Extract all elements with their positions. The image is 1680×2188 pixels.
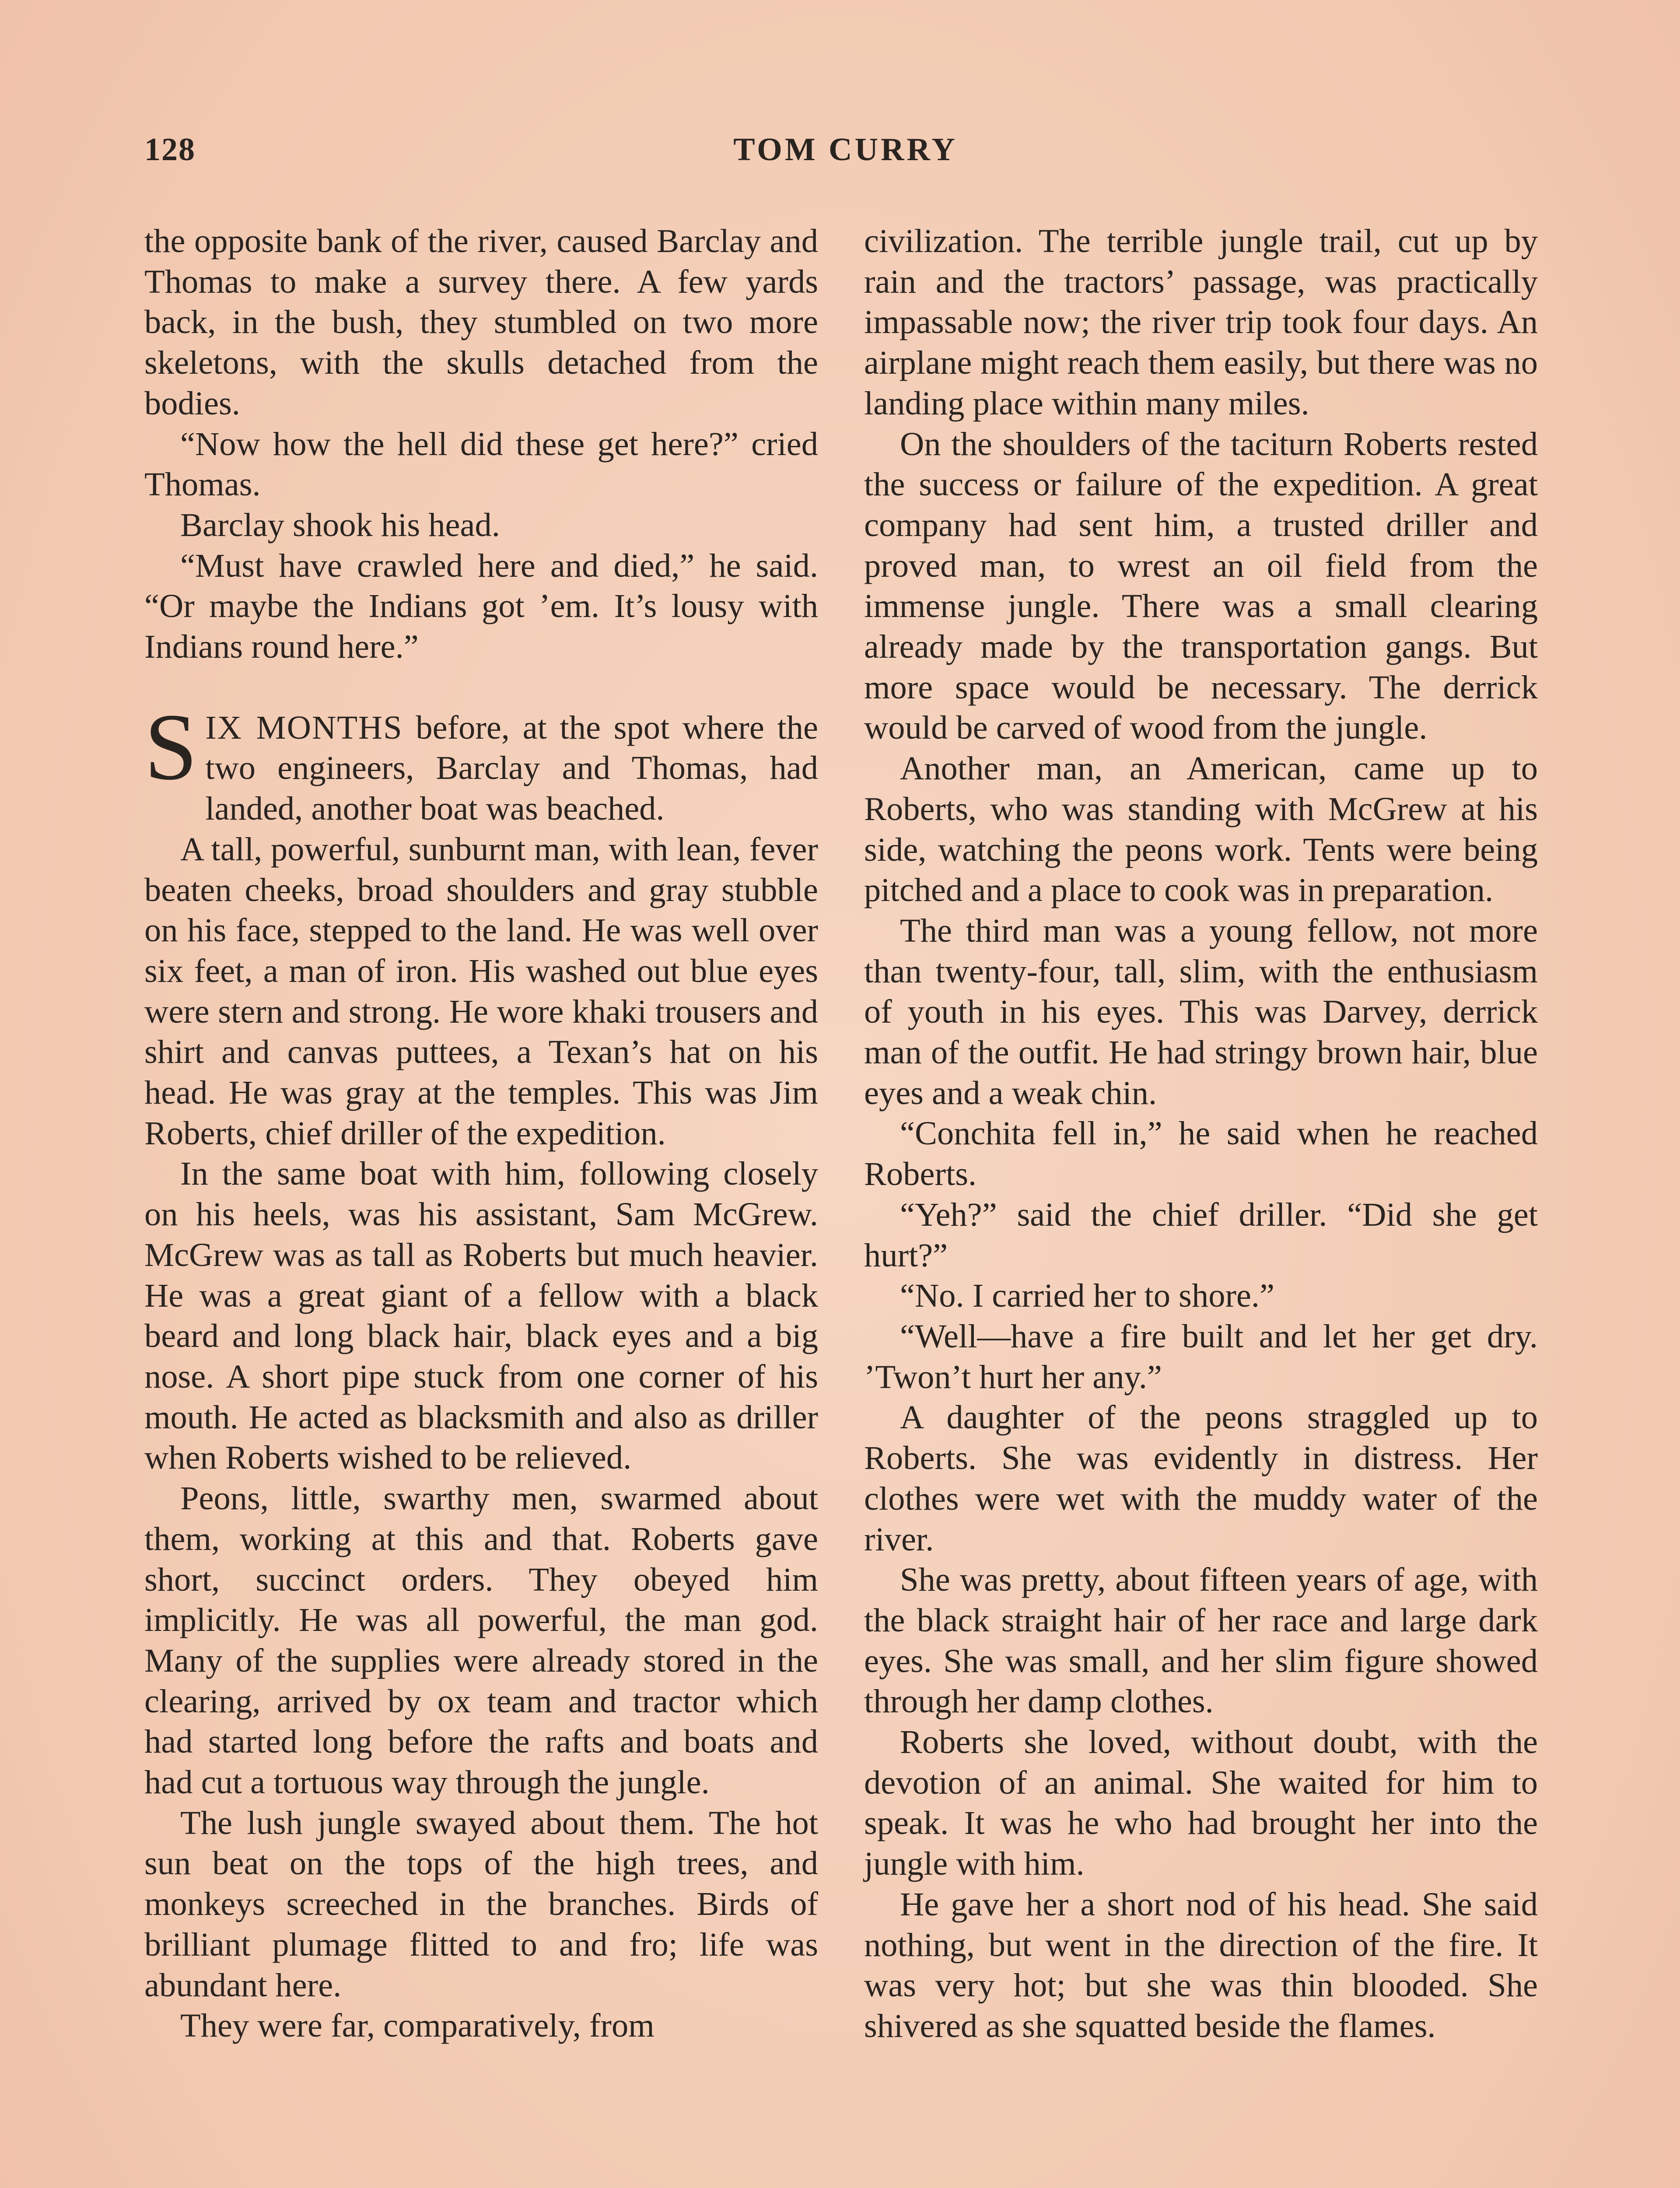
paragraph: He gave her a short nod of his head. She said nothing, but went in the direction of the fire. It was very hot; but she was thin blooded. She shivered as she squatted beside the flames. <box>864 1885 1538 2044</box>
paragraph: “No. I carried her to shore.” <box>900 1277 1274 1315</box>
paragraph: In the same boat with him, following closely on his heels, was his assistant, Sam McGrew. McGrew was as tall as Roberts but much heavier. He was a great giant of a fellow with a black beard and long black hair, black eyes and a big nose. A short pipe stuck from one corner of his mouth. He acted as blacksmith and also as driller when Roberts wished to be relieved. <box>144 1155 818 1476</box>
paragraph: “Well—have a fire built and let her get dry. ’Twon’t hurt her any.” <box>864 1317 1538 1396</box>
paragraph: “Yeh?” said the chief driller. “Did she get hurt?” <box>864 1196 1538 1274</box>
page-header <box>144 131 1547 179</box>
paragraph: The lush jungle swayed about them. The hot sun beat on the tops of the high trees, and monkeys screeched in the branches. Birds of brilliant plumage flitted to and fro; life was abundant here. <box>144 1804 818 2004</box>
paragraph: A daughter of the peons straggled up to Roberts. She was evidently in distress. Her clothes were wet with the muddy water of the river. <box>864 1399 1538 1558</box>
paragraph: A tall, powerful, sunburnt man, with lean, fever beaten cheeks, broad shoulders and gray stubble on his face, stepped to the land. He was well over six feet, a man of iron. His washed out blue eyes were stern and strong. He wore khaki trousers and shirt and canvas puttees, a Texan’s hat on his head. He was gray at the temples. This was Jim Roberts, chief driller of the expedition. <box>144 830 818 1152</box>
paragraph: Peons, little, swarthy men, swarmed about them, working at this and that. Roberts gave short, succinct orders. They obeyed him implicitly. He was all powerful, the man god. Many of the supplies were already stored in the clearing, arrived by ox team and tractor which had started long before the rafts and boats and had cut a tortuous way through the jungle. <box>144 1480 818 1801</box>
drop-cap: S <box>144 694 198 800</box>
page-number: 128 <box>144 132 196 168</box>
paragraph: Another man, an American, came up to Roberts, who was standing with McGrew at his side, watching the peons work. Tents were being pitched and a place to cook was in preparation. <box>864 750 1538 909</box>
paragraph: Roberts she loved, without doubt, with the devotion of an animal. She waited for him to speak. It was he who had brought her into the jungle with him. <box>864 1723 1538 1883</box>
paragraph: Barclay shook his head. <box>180 506 500 543</box>
running-title: TOM CURRY <box>733 132 958 168</box>
paragraph: “Must have crawled here and died,” he said. “Or maybe the Indians got ’em. It’s lousy with Indians round here.” <box>144 547 818 666</box>
paragraph: The third man was a young fellow, not more than twenty-four, tall, slim, with the enthusiasm of youth in his eyes. This was Darvey, derrick man of the outfit. He had stringy brown hair, blue eyes and a weak chin. <box>864 912 1538 1112</box>
section-lead-text: before, at the spot where the two engineers, Barclay and Thomas, had landed, another boat was beached. <box>205 708 818 828</box>
paragraph: civilization. The terrible jungle trail, cut up by rain and the tractors’ passage, was practically impassable now; the river trip took four days. An airplane might reach them easily, but there was no landing place within many miles. <box>864 222 1538 422</box>
paragraph: She was pretty, about fifteen years of age, with the black straight hair of her race and large dark eyes. She was small, and her slim figure showed through her damp clothes. <box>864 1561 1538 1720</box>
paragraph: On the shoulders of the taciturn Roberts rested the success or failure of the expedition. A great company had sent him, a trusted driller and proved man, to wrest an oil field from the immense jungle. There was a small clearing already made by the transportation gangs. But more space would be necessary. The derrick would be carved of wood from the jungle. <box>864 425 1538 747</box>
paragraph: the opposite bank of the river, caused Barclay and Thomas to make a survey there. A few yards back, in the bush, they stumbled on two more skeletons, with the skulls detached from the bodies. <box>144 222 818 422</box>
section-opening-paragraph <box>144 694 818 829</box>
paragraph: “Now how the hell did these get here?” cried Thomas. <box>144 425 818 503</box>
paragraph: They were far, comparatively, from <box>180 2007 654 2044</box>
right-column <box>864 221 1538 2047</box>
left-column <box>144 221 818 2046</box>
paragraph: “Conchita fell in,” he said when he reached Roberts. <box>864 1115 1538 1193</box>
section-lead-words: IX MONTHS <box>205 708 403 746</box>
